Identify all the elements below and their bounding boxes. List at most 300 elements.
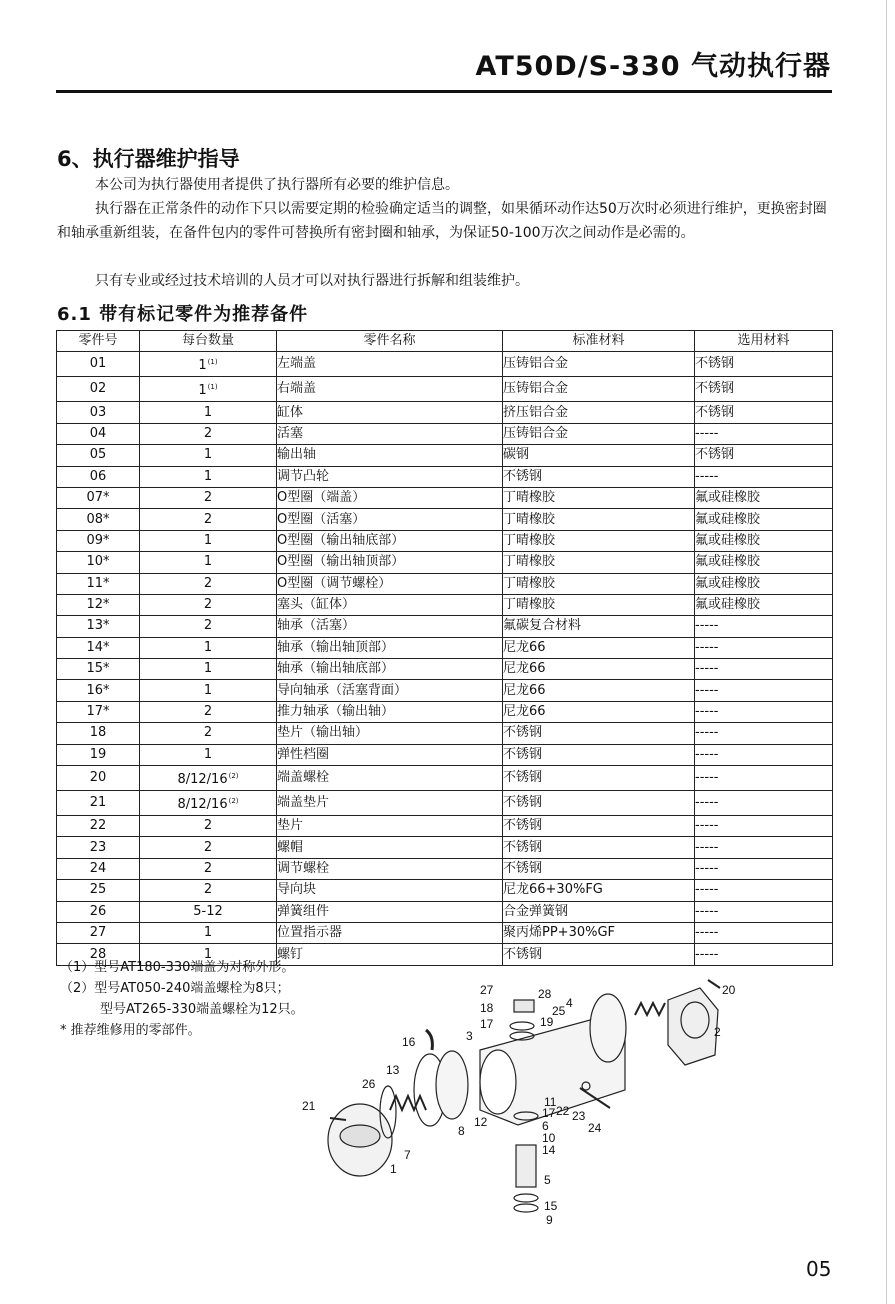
- part-name-cell-text: 轴承（活塞）: [277, 618, 356, 634]
- optional-material-cell-text: 不锈钢: [695, 356, 735, 372]
- optional-material-cell-text: -----: [695, 861, 719, 876]
- standard-material-cell-text: 丁晴橡胶: [503, 511, 556, 527]
- cylinder-bore: [480, 1050, 516, 1114]
- callout-2: 2: [714, 1025, 721, 1039]
- table-row: [57, 701, 833, 722]
- page-edge: [886, 0, 887, 1304]
- section-title: 6、执行器维护指导: [57, 147, 240, 171]
- standard-material-cell: [503, 922, 695, 943]
- part-number-cell: [57, 791, 140, 816]
- part-name-cell: [277, 616, 503, 637]
- table-row: [57, 723, 833, 744]
- part-number-cell-text: 06: [89, 468, 107, 484]
- optional-material-cell-text: 氟或硅橡胶: [695, 511, 761, 527]
- standard-material-cell-text: 压铸铝合金: [503, 381, 569, 397]
- optional-material-cell: [695, 791, 833, 816]
- piston-left-shape: [436, 1051, 468, 1119]
- part-number-cell-text: 27: [89, 925, 107, 941]
- table-row: [57, 791, 833, 816]
- table-row: [57, 466, 833, 487]
- part-name-cell-text: 调节凸轮: [277, 468, 330, 484]
- part-name-cell-text: 左端盖: [277, 356, 317, 372]
- optional-material-cell-text: -----: [695, 704, 719, 720]
- part-name-cell: [277, 680, 503, 701]
- part-name-cell-text: O型圈（活塞）: [277, 511, 366, 527]
- part-number-cell-text: 17*: [86, 704, 110, 720]
- table-row: [57, 922, 833, 943]
- table-row: [57, 816, 833, 837]
- part-name-cell-text: 塞头（缸体）: [277, 597, 356, 613]
- part-number-cell-text: 12*: [86, 597, 110, 613]
- optional-material-cell-text: -----: [695, 425, 719, 441]
- footnote-marker: (1): [207, 358, 218, 367]
- part-number-cell-text: 28: [89, 946, 107, 962]
- quantity-cell: [140, 509, 277, 530]
- optional-material-cell: [695, 509, 833, 530]
- part-number-cell: [57, 445, 140, 466]
- header-part-name: 零件名称: [277, 331, 503, 352]
- standard-material-cell: [503, 701, 695, 722]
- optional-material-cell-text: -----: [695, 925, 719, 941]
- part-name-cell-text: O型圈（输出轴底部）: [277, 532, 405, 548]
- standard-material-cell-text: 丁晴橡胶: [503, 490, 556, 506]
- callout-21: 21: [302, 1099, 316, 1113]
- part-number-cell-text: 16*: [86, 682, 110, 698]
- quantity-cell: [140, 594, 277, 615]
- quantity-cell-text: 1: [203, 404, 213, 420]
- optional-material-cell: [695, 858, 833, 879]
- standard-material-cell: [503, 837, 695, 858]
- standard-material-cell: [503, 552, 695, 573]
- standard-material-cell: [503, 637, 695, 658]
- quantity-cell: [140, 402, 277, 423]
- standard-material-cell-text: 不锈钢: [503, 946, 543, 962]
- personnel-paragraph: 只有专业或经过技术培训的人员才可以对执行器进行拆解和组装维护。: [95, 273, 529, 289]
- optional-material-cell: [695, 445, 833, 466]
- optional-material-cell: [695, 701, 833, 722]
- standard-material-cell-text: 聚丙烯PP+30%GF: [503, 925, 616, 941]
- output-shaft-shape: [516, 1145, 536, 1187]
- part-name-cell-text: 螺帽: [277, 839, 304, 855]
- cap-bolt-right-shape: [708, 980, 720, 988]
- table-row: [57, 858, 833, 879]
- header-quantity: 每台数量: [140, 331, 277, 352]
- standard-material-cell: [503, 530, 695, 551]
- standard-material-cell: [503, 766, 695, 791]
- optional-material-cell-text: -----: [695, 795, 719, 811]
- optional-material-cell-text: -----: [695, 946, 719, 962]
- optional-material-cell: [695, 837, 833, 858]
- optional-material-cell-text: 氟或硅橡胶: [695, 554, 761, 570]
- table-row: [57, 573, 833, 594]
- callout-14: 14: [542, 1143, 556, 1157]
- part-number-cell: [57, 766, 140, 791]
- part-number-cell-text: 10*: [86, 554, 110, 570]
- table-row: [57, 377, 833, 402]
- optional-material-cell: [695, 352, 833, 377]
- quantity-cell: [140, 530, 277, 551]
- optional-material-cell-text: 氟或硅橡胶: [695, 597, 761, 613]
- optional-material-cell: [695, 637, 833, 658]
- footnotes: [60, 957, 304, 1041]
- part-name-cell: [277, 816, 503, 837]
- quantity-cell-text: 2: [203, 618, 213, 634]
- table-row: [57, 423, 833, 444]
- part-name-cell: [277, 880, 503, 901]
- quantity-cell-text: 8/12/16: [177, 772, 228, 788]
- callout-17-bottom: 17: [542, 1106, 556, 1120]
- optional-material-cell: [695, 901, 833, 922]
- part-number-cell: [57, 744, 140, 765]
- part-number-cell: [57, 659, 140, 680]
- quantity-cell-text: 1: [203, 447, 213, 463]
- optional-material-cell: [695, 922, 833, 943]
- part-number-cell: [57, 509, 140, 530]
- standard-material-cell-text: 丁晴橡胶: [503, 554, 556, 570]
- spare-parts-table: [56, 330, 833, 966]
- part-number-cell: [57, 402, 140, 423]
- standard-material-cell-text: 不锈钢: [503, 725, 543, 741]
- document-title: AT50D/S-330 气动执行器: [475, 51, 831, 82]
- part-name-cell-text: 弹簧组件: [277, 903, 330, 919]
- standard-material-cell-text: 不锈钢: [503, 770, 543, 786]
- standard-material-cell-text: 氟碳复合材料: [503, 618, 582, 634]
- quantity-cell-text: 2: [203, 725, 213, 741]
- footnote-marker: (2): [228, 797, 239, 806]
- optional-material-cell: [695, 659, 833, 680]
- callout-24: 24: [588, 1121, 602, 1135]
- footnote-2: （2）型号AT050-240端盖螺栓为8只；: [60, 981, 290, 996]
- table-row: [57, 837, 833, 858]
- standard-material-cell: [503, 791, 695, 816]
- table-body: [57, 352, 833, 965]
- callout-22: 22: [556, 1104, 570, 1118]
- part-number-cell-text: 04: [89, 425, 107, 441]
- standard-material-cell: [503, 445, 695, 466]
- optional-material-cell: [695, 552, 833, 573]
- part-name-cell: [277, 573, 503, 594]
- part-number-cell: [57, 573, 140, 594]
- part-number-cell-text: 24: [89, 861, 107, 876]
- optional-material-cell-text: -----: [695, 725, 719, 741]
- callout-10: 10: [542, 1131, 556, 1145]
- callout-5: 5: [544, 1173, 551, 1187]
- part-number-cell: [57, 377, 140, 402]
- standard-material-cell: [503, 659, 695, 680]
- quantity-cell: [140, 723, 277, 744]
- quantity-cell: [140, 445, 277, 466]
- quantity-cell-text: 2: [203, 575, 213, 591]
- table-row: [57, 616, 833, 637]
- callout-7: 7: [404, 1148, 411, 1162]
- part-number-cell-text: 05: [89, 447, 107, 463]
- part-name-cell: [277, 791, 503, 816]
- maintenance-paragraph: 执行器在正常条件的动作下只以需要定期的检验确定适当的调整，如果循环动作达50万次时必须进行维护，更换密封圈和轴承重新组装，在备件包内的零件可替换所有密封圈和轴承，为保证50-100万次之间动作是必需的。: [57, 201, 827, 241]
- part-number-cell-text: 08*: [86, 511, 110, 527]
- quantity-cell: [140, 901, 277, 922]
- callout-20: 20: [722, 983, 736, 997]
- callout-23: 23: [572, 1109, 586, 1123]
- quantity-cell: [140, 487, 277, 508]
- quantity-cell-text: 1: [203, 746, 213, 762]
- part-number-cell-text: 14*: [86, 639, 110, 655]
- part-number-cell: [57, 901, 140, 922]
- part-name-cell-text: 螺钉: [277, 946, 304, 962]
- part-number-cell-text: 20: [89, 770, 107, 786]
- callout-28: 28: [538, 987, 552, 1001]
- quantity-cell: [140, 637, 277, 658]
- part-name-cell: [277, 837, 503, 858]
- standard-material-cell: [503, 680, 695, 701]
- part-name-cell: [277, 377, 503, 402]
- intro-paragraph: 本公司为执行器使用者提供了执行器所有必要的维护信息。: [95, 177, 459, 193]
- part-name-cell-text: 导向轴承（活塞背面）: [277, 682, 408, 698]
- optional-material-cell-text: 不锈钢: [695, 447, 735, 463]
- subsection-title: 6.1 带有标记零件为推荐备件: [57, 304, 309, 325]
- footnote-marker: (1): [207, 383, 218, 392]
- standard-material-cell-text: 丁晴橡胶: [503, 532, 556, 548]
- part-number-cell-text: 02: [89, 381, 107, 397]
- guide-bearing-shape: [426, 1030, 432, 1050]
- left-end-cap-boss: [340, 1125, 380, 1147]
- callout-8: 8: [458, 1124, 465, 1138]
- part-number-cell: [57, 858, 140, 879]
- optional-material-cell-text: 氟或硅橡胶: [695, 490, 761, 506]
- quantity-cell-text: 1: [203, 946, 213, 962]
- standard-material-cell: [503, 466, 695, 487]
- standard-material-cell: [503, 423, 695, 444]
- standard-material-cell-text: 尼龙66: [503, 704, 546, 720]
- optional-material-cell: [695, 377, 833, 402]
- table-row: [57, 659, 833, 680]
- optional-material-cell-text: -----: [695, 661, 719, 677]
- part-number-cell: [57, 616, 140, 637]
- part-name-cell-text: 输出轴: [277, 447, 317, 463]
- optional-material-cell: [695, 880, 833, 901]
- optional-material-cell: [695, 402, 833, 423]
- table-row: [57, 352, 833, 377]
- quantity-cell: [140, 423, 277, 444]
- standard-material-cell: [503, 402, 695, 423]
- callout-9: 9: [546, 1213, 553, 1227]
- part-name-cell: [277, 858, 503, 879]
- callout-4: 4: [566, 996, 573, 1010]
- quantity-cell-text: 2: [203, 839, 213, 855]
- table-row: [57, 445, 833, 466]
- standard-material-cell: [503, 487, 695, 508]
- part-number-cell-text: 25: [89, 882, 107, 898]
- callout-17-top: 17: [480, 1017, 494, 1031]
- shaft-bearing-bottom: [514, 1194, 538, 1202]
- quantity-cell: [140, 880, 277, 901]
- part-name-cell: [277, 659, 503, 680]
- optional-material-cell-text: 氟或硅橡胶: [695, 575, 761, 591]
- part-name-cell: [277, 352, 503, 377]
- optional-material-cell: [695, 744, 833, 765]
- standard-material-cell-text: 压铸铝合金: [503, 356, 569, 372]
- standard-material-cell-text: 不锈钢: [503, 861, 543, 876]
- optional-material-cell-text: -----: [695, 639, 719, 655]
- standard-material-cell-text: 不锈钢: [503, 795, 543, 811]
- standard-material-cell-text: 合金弹簧钢: [503, 903, 569, 919]
- standard-material-cell-text: 不锈钢: [503, 746, 543, 762]
- quantity-cell-text: 8/12/16: [177, 797, 228, 813]
- part-number-cell: [57, 837, 140, 858]
- spring-pack-right: [635, 1003, 665, 1015]
- part-name-cell: [277, 901, 503, 922]
- table-row: [57, 901, 833, 922]
- part-name-cell-text: O型圈（端盖）: [277, 490, 366, 506]
- header-part-no: 零件号: [57, 331, 140, 352]
- standard-material-cell: [503, 594, 695, 615]
- part-name-cell: [277, 766, 503, 791]
- part-name-cell: [277, 922, 503, 943]
- table-row: [57, 744, 833, 765]
- quantity-cell: [140, 837, 277, 858]
- part-name-cell: [277, 744, 503, 765]
- part-number-cell-text: 22: [89, 818, 107, 834]
- header-standard-material: 标准材料: [503, 331, 695, 352]
- part-name-cell: [277, 445, 503, 466]
- optional-material-cell: [695, 466, 833, 487]
- page-number: 05: [806, 1257, 832, 1281]
- part-number-cell: [57, 466, 140, 487]
- table-header-row: [57, 331, 833, 352]
- quantity-cell-text: 1: [198, 383, 207, 399]
- part-number-cell: [57, 423, 140, 444]
- part-name-cell-text: 弹性档圈: [277, 746, 330, 762]
- part-number-cell: [57, 552, 140, 573]
- part-name-cell-text: 轴承（输出轴底部）: [277, 661, 395, 677]
- table-row: [57, 680, 833, 701]
- quantity-cell: [140, 816, 277, 837]
- optional-material-cell-text: -----: [695, 818, 719, 834]
- quantity-cell: [140, 680, 277, 701]
- table-row: [57, 766, 833, 791]
- quantity-cell-text: 1: [203, 639, 213, 655]
- header-rule: [56, 90, 832, 93]
- part-number-cell: [57, 723, 140, 744]
- quantity-cell-text: 2: [203, 511, 213, 527]
- table-row: [57, 402, 833, 423]
- quantity-cell: [140, 701, 277, 722]
- optional-material-cell: [695, 616, 833, 637]
- quantity-cell-text: 2: [203, 818, 213, 834]
- standard-material-cell-text: 尼龙66+30%FG: [503, 882, 603, 898]
- callout-16: 16: [402, 1035, 416, 1049]
- quantity-cell-text: 2: [203, 490, 213, 506]
- part-name-cell: [277, 423, 503, 444]
- table-row: [57, 487, 833, 508]
- footnote-marker: (2): [228, 772, 239, 781]
- part-number-cell: [57, 680, 140, 701]
- part-name-cell-text: 垫片: [277, 818, 304, 834]
- part-number-cell: [57, 594, 140, 615]
- optional-material-cell: [695, 680, 833, 701]
- position-indicator-shape: [514, 1000, 534, 1012]
- quantity-cell: [140, 377, 277, 402]
- part-name-cell-text: 推力轴承（输出轴）: [277, 704, 395, 720]
- standard-material-cell: [503, 816, 695, 837]
- part-name-cell: [277, 594, 503, 615]
- optional-material-cell: [695, 530, 833, 551]
- exploded-view-diagram: [290, 960, 750, 1235]
- part-number-cell-text: 07*: [86, 490, 110, 506]
- table-row: [57, 552, 833, 573]
- callout-19: 19: [540, 1015, 554, 1029]
- quantity-cell: [140, 922, 277, 943]
- part-name-cell: [277, 530, 503, 551]
- right-end-cap-shape: [668, 988, 718, 1065]
- optional-material-cell-text: -----: [695, 618, 719, 634]
- table-row: [57, 594, 833, 615]
- quantity-cell: [140, 573, 277, 594]
- callout-1: 1: [390, 1162, 397, 1176]
- quantity-cell: [140, 466, 277, 487]
- part-name-cell: [277, 402, 503, 423]
- standard-material-cell: [503, 723, 695, 744]
- part-name-cell-text: 端盖螺栓: [277, 770, 330, 786]
- standard-material-cell: [503, 880, 695, 901]
- part-number-cell-text: 03: [89, 404, 107, 420]
- part-name-cell-text: 活塞: [277, 425, 304, 441]
- part-number-cell-text: 15*: [86, 661, 110, 677]
- part-number-cell: [57, 701, 140, 722]
- part-number-cell: [57, 487, 140, 508]
- part-number-cell-text: 18: [89, 725, 107, 741]
- optional-material-cell-text: 氟或硅橡胶: [695, 532, 761, 548]
- optional-material-cell-text: -----: [695, 682, 719, 698]
- part-name-cell-text: 端盖垫片: [277, 795, 330, 811]
- callout-15: 15: [544, 1199, 558, 1213]
- standard-material-cell: [503, 377, 695, 402]
- part-number-cell: [57, 922, 140, 943]
- callout-27: 27: [480, 983, 494, 997]
- part-name-cell-text: O型圈（调节螺栓）: [277, 575, 392, 591]
- standard-material-cell: [503, 573, 695, 594]
- optional-material-cell: [695, 723, 833, 744]
- quantity-cell-text: 2: [203, 425, 213, 441]
- quantity-cell-text: 2: [203, 861, 213, 876]
- part-number-cell: [57, 530, 140, 551]
- piston-right-shape: [590, 994, 626, 1062]
- part-number-cell-text: 13*: [86, 618, 110, 634]
- quantity-cell-text: 1: [203, 532, 213, 548]
- part-number-cell-text: 09*: [86, 532, 110, 548]
- part-number-cell: [57, 816, 140, 837]
- standard-material-cell: [503, 616, 695, 637]
- standard-material-cell-text: 碳钢: [503, 447, 530, 463]
- part-name-cell-text: 位置指示器: [277, 925, 343, 941]
- optional-material-cell-text: 不锈钢: [695, 381, 735, 397]
- optional-material-cell-text: -----: [695, 839, 719, 855]
- callout-12: 12: [474, 1115, 488, 1129]
- quantity-cell-text: 1: [203, 682, 213, 698]
- header-optional-material: 选用材料: [695, 331, 833, 352]
- callout-13: 13: [386, 1063, 400, 1077]
- standard-material-cell: [503, 858, 695, 879]
- callout-11: 11: [544, 1095, 557, 1109]
- optional-material-cell-text: -----: [695, 882, 719, 898]
- quantity-cell-text: 2: [203, 704, 213, 720]
- standard-material-cell-text: 不锈钢: [503, 468, 543, 484]
- table-row: [57, 509, 833, 530]
- standard-material-cell: [503, 744, 695, 765]
- part-name-cell-text: 导向块: [277, 882, 317, 898]
- optional-material-cell: [695, 487, 833, 508]
- quantity-cell-text: 1: [203, 925, 213, 941]
- table-row: [57, 637, 833, 658]
